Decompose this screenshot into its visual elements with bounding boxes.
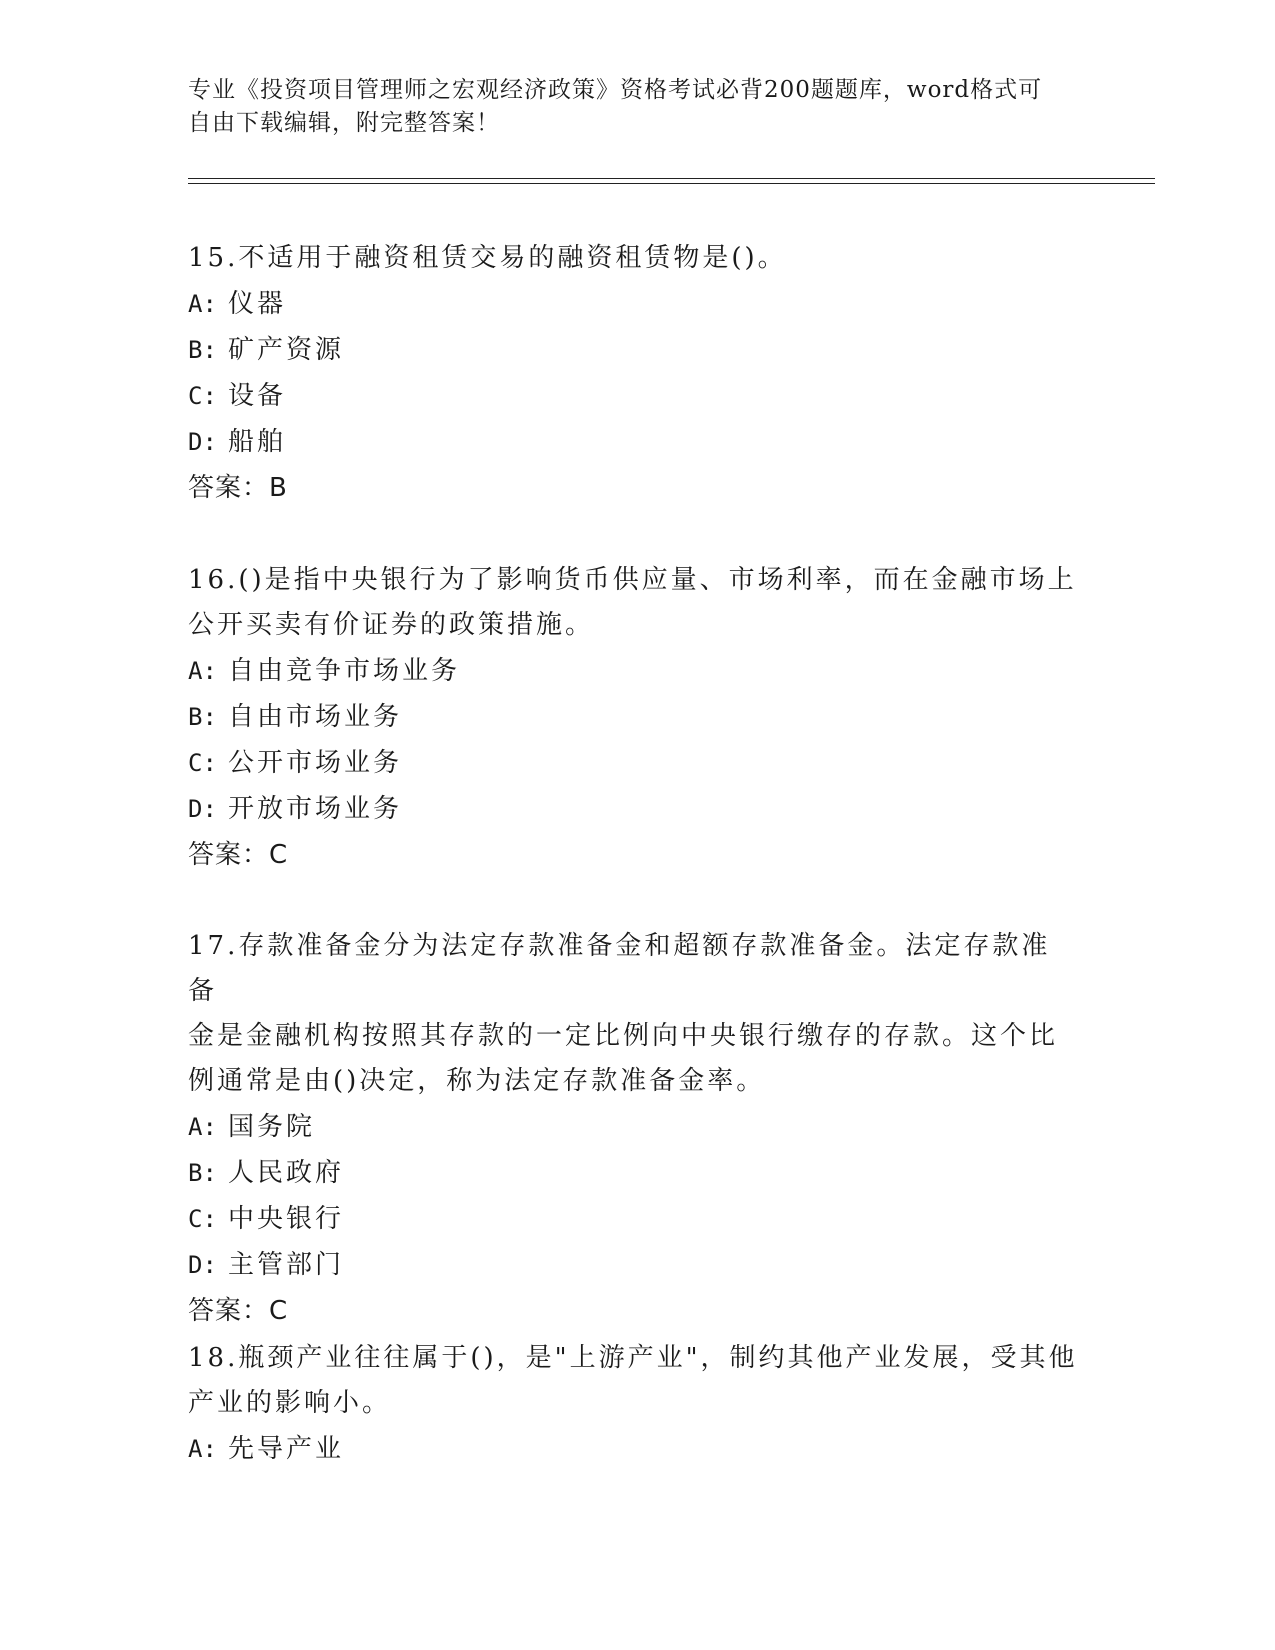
option-d — [188, 786, 1078, 832]
question-17 — [188, 924, 1078, 1334]
answer-line: 答案：C — [188, 840, 289, 870]
option-letter: B: — [188, 1159, 217, 1187]
option-d — [188, 1242, 1078, 1288]
option-letter: B: — [188, 703, 217, 731]
answer-line: 答案：B — [188, 473, 288, 503]
option-letter: C: — [188, 749, 217, 777]
option-c — [188, 373, 1078, 419]
option-b — [188, 694, 1078, 740]
question-15 — [188, 236, 1078, 511]
question-stem-line-1: 18.瓶颈产业往往属于()，是"上游产业"，制约其他产业发展，受其他 — [188, 1343, 1078, 1373]
option-text: 仪器 — [228, 289, 287, 319]
question-stem-line-2: 产业的影响小。 — [188, 1388, 392, 1418]
header-line-2: 自由下载编辑，附完整答案！ — [188, 110, 500, 136]
question-stem-line-2: 金是金融机构按照其存款的一定比例向中央银行缴存的存款。这个比 — [188, 1021, 1059, 1051]
question-stem-line-1: 16.()是指中央银行为了影响货币供应量、市场利率，而在金融市场上 — [188, 565, 1077, 595]
option-text: 矿产资源 — [228, 335, 345, 365]
option-text: 先导产业 — [228, 1434, 345, 1464]
option-text: 自由市场业务 — [228, 702, 403, 732]
question-18 — [188, 1336, 1078, 1472]
answer-line: 答案：C — [188, 1296, 289, 1326]
option-letter: B: — [188, 336, 217, 364]
option-letter: A: — [188, 1435, 217, 1463]
option-c — [188, 1196, 1078, 1242]
option-text: 公开市场业务 — [228, 748, 403, 778]
option-a — [188, 1426, 1078, 1472]
option-a — [188, 281, 1078, 327]
option-letter: A: — [188, 290, 217, 318]
header-divider-top — [188, 178, 1155, 179]
question-stem-line-2: 公开买卖有价证券的政策措施。 — [188, 610, 595, 640]
question-stem: 15.不适用于融资租赁交易的融资租赁物是()。 — [188, 243, 787, 273]
option-text: 中央银行 — [228, 1204, 345, 1234]
option-letter: D: — [188, 795, 217, 823]
header-line-1: 专业《投资项目管理师之宏观经济政策》资格考试必背200题题库，word格式可 — [188, 77, 1043, 103]
option-text: 主管部门 — [228, 1250, 345, 1280]
option-text: 自由竞争市场业务 — [228, 656, 461, 686]
document-header — [188, 74, 1088, 140]
option-letter: D: — [188, 1251, 217, 1279]
option-text: 国务院 — [228, 1112, 316, 1142]
option-text: 开放市场业务 — [228, 794, 403, 824]
header-divider-bottom — [188, 183, 1155, 184]
option-text: 人民政府 — [228, 1158, 345, 1188]
option-letter: C: — [188, 1205, 217, 1233]
option-b — [188, 1150, 1078, 1196]
option-letter: C: — [188, 382, 217, 410]
option-text: 船舶 — [228, 427, 287, 457]
option-text: 设备 — [228, 381, 287, 411]
option-letter: D: — [188, 428, 217, 456]
option-a — [188, 648, 1078, 694]
option-letter: A: — [188, 1113, 217, 1141]
option-a — [188, 1104, 1078, 1150]
question-stem-line-1: 17.存款准备金分为法定存款准备金和超额存款准备金。法定存款准备 — [188, 931, 1051, 1006]
option-b — [188, 327, 1078, 373]
question-16 — [188, 558, 1078, 878]
option-letter: A: — [188, 657, 217, 685]
question-stem-line-3: 例通常是由()决定，称为法定存款准备金率。 — [188, 1066, 766, 1096]
option-d — [188, 419, 1078, 465]
option-c — [188, 740, 1078, 786]
